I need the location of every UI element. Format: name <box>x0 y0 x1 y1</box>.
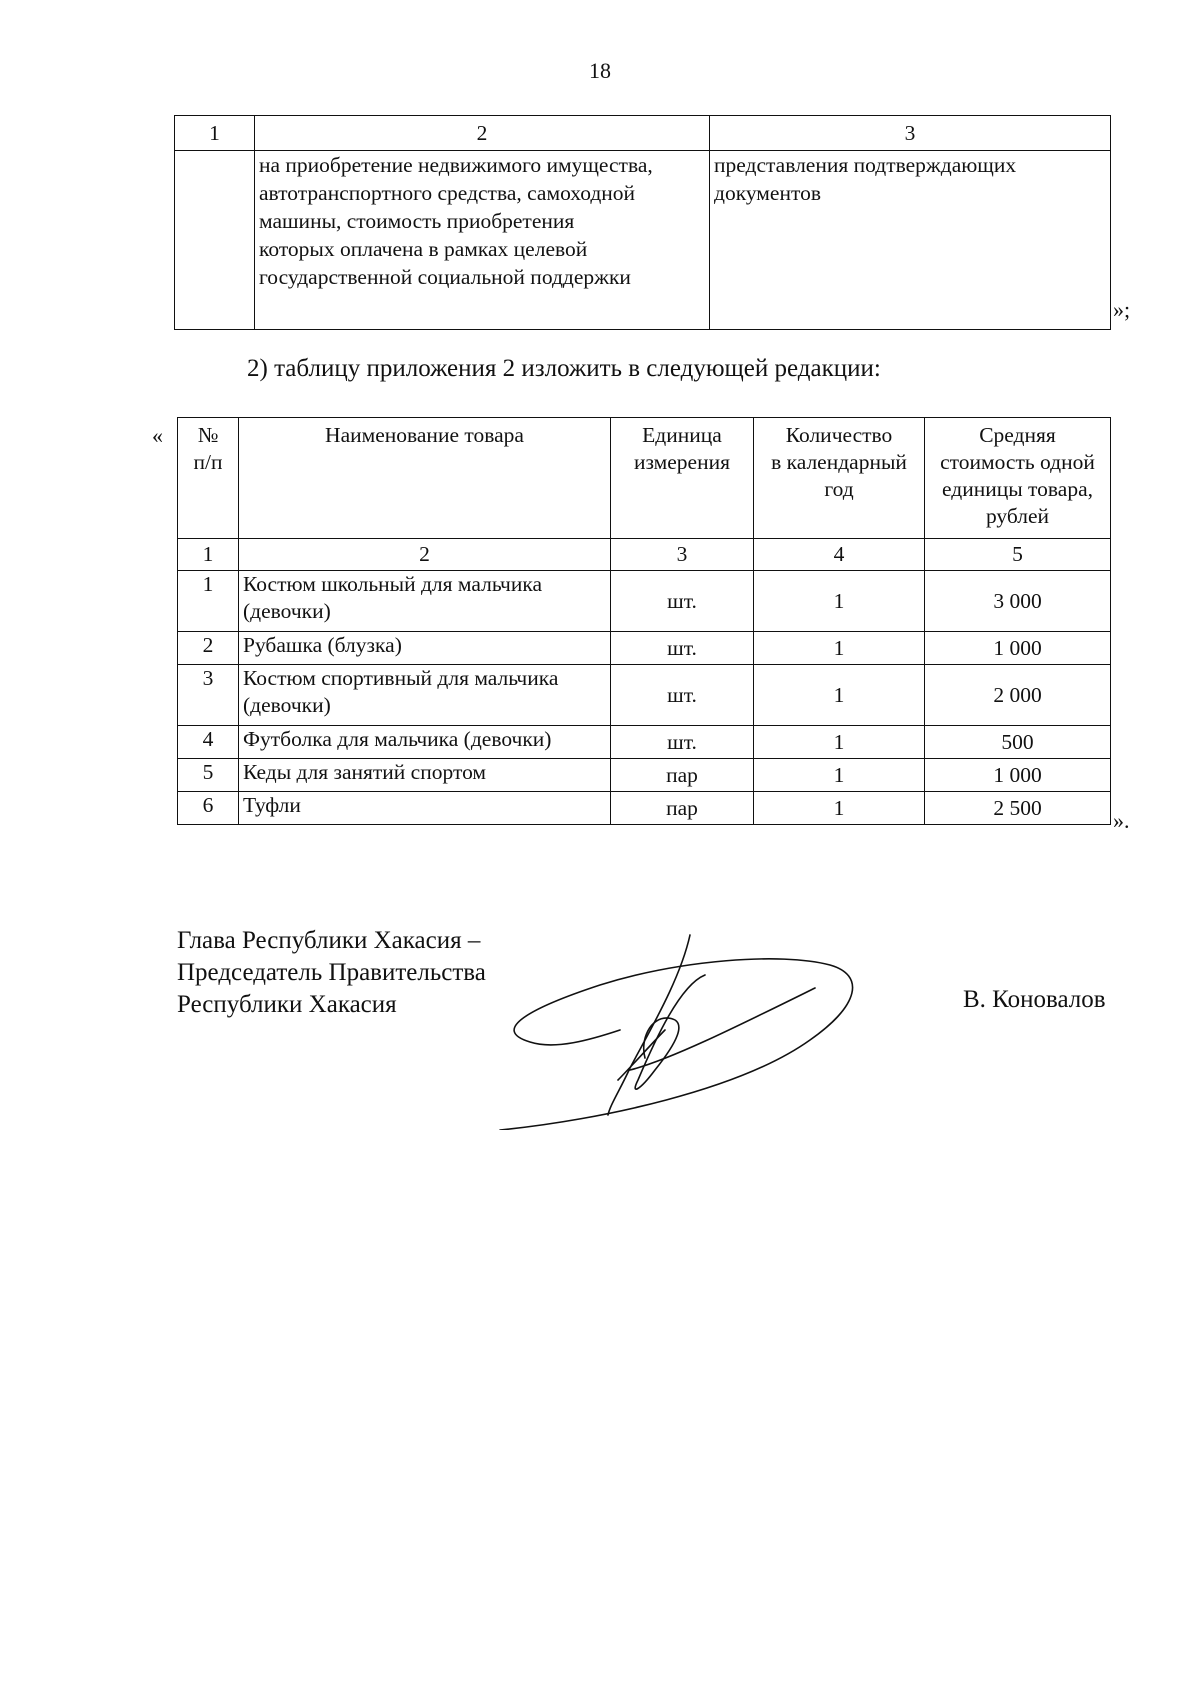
column-number-row <box>178 539 1111 571</box>
text-line: на приобретение недвижимого имущества, <box>259 153 653 177</box>
item-name <box>239 726 611 759</box>
position-line: Республики Хакасия <box>177 991 397 1018</box>
header-line: № <box>197 423 219 447</box>
item-name <box>239 759 611 792</box>
closing-quote: ». <box>1113 808 1130 833</box>
text-line: которых оплачена в рамках целевой <box>259 237 588 261</box>
header-cell: 2 <box>255 116 710 151</box>
header-cell-number <box>178 418 239 539</box>
row-number: 6 <box>178 792 239 825</box>
column-number: 3 <box>611 539 754 571</box>
header-line: год <box>824 477 854 501</box>
header-cell: 1 <box>175 116 255 151</box>
opening-quote: « <box>152 423 163 448</box>
item-name-line: (девочки) <box>243 693 331 717</box>
item-name-line: Кеды для занятий спортом <box>243 760 487 784</box>
item-name <box>239 665 611 726</box>
item-name-line: Костюм спортивный для мальчика <box>243 666 559 690</box>
item-name-line: Туфли <box>243 793 301 817</box>
item-quantity: 1 <box>754 571 925 632</box>
item-price: 2 000 <box>925 665 1111 726</box>
header-line: стоимость одной <box>940 450 1095 474</box>
column-number: 5 <box>925 539 1111 571</box>
row-number: 1 <box>178 571 239 632</box>
header-cell-unit <box>611 418 754 539</box>
item-name-line: Рубашка (блузка) <box>243 633 402 657</box>
header-line: единицы товара, <box>942 477 1093 501</box>
signer-name: В. Коновалов <box>963 986 1106 1013</box>
item-unit: пар <box>611 792 754 825</box>
instruction-paragraph: 2) таблицу приложения 2 изложить в следующей редакции: <box>247 355 881 382</box>
position-line: Председатель Правительства <box>177 959 486 986</box>
item-unit: шт. <box>611 632 754 665</box>
signer-position <box>177 925 486 1021</box>
continuation-table <box>174 115 1111 330</box>
item-quantity: 1 <box>754 632 925 665</box>
item-name-line: Костюм школьный для мальчика <box>243 572 542 596</box>
header-line: п/п <box>193 450 223 474</box>
goods-table <box>177 417 1111 825</box>
item-price: 500 <box>925 726 1111 759</box>
row-number-cell <box>175 151 255 330</box>
text-line: государственной социальной поддержки <box>259 265 631 289</box>
header-cell-quantity <box>754 418 925 539</box>
item-name <box>239 632 611 665</box>
item-name-line: (девочки) <box>243 599 331 623</box>
table-header-row <box>178 418 1111 539</box>
row-number: 3 <box>178 665 239 726</box>
row-number: 2 <box>178 632 239 665</box>
row-number: 4 <box>178 726 239 759</box>
page-number: 18 <box>589 58 611 83</box>
header-line: рублей <box>985 504 1050 528</box>
item-quantity: 1 <box>754 665 925 726</box>
column-number: 4 <box>754 539 925 571</box>
item-unit: шт. <box>611 726 754 759</box>
position-line: Глава Республики Хакасия – <box>177 927 481 954</box>
header-cell-name <box>239 418 611 539</box>
header-line: в календарный <box>771 450 907 474</box>
table-row <box>178 632 1111 665</box>
table-row <box>178 665 1111 726</box>
item-name <box>239 571 611 632</box>
header-line: Средняя <box>979 423 1056 447</box>
closing-quote: »; <box>1113 297 1131 322</box>
item-quantity: 1 <box>754 759 925 792</box>
item-price: 1 000 <box>925 632 1111 665</box>
text-line: автотранспортного средства, самоходной <box>259 181 636 205</box>
description-cell <box>255 151 710 330</box>
text-line: представления подтверждающих <box>714 153 1017 177</box>
item-unit: шт. <box>611 571 754 632</box>
header-line: измерения <box>633 450 731 474</box>
item-price: 3 000 <box>925 571 1111 632</box>
table-row <box>178 792 1111 825</box>
header-cell: 3 <box>710 116 1111 151</box>
table-row <box>178 726 1111 759</box>
item-unit: пар <box>611 759 754 792</box>
column-number: 2 <box>239 539 611 571</box>
text-line: документов <box>714 181 821 205</box>
item-name-line: Футболка для мальчика (девочки) <box>243 727 552 751</box>
text-line: машины, стоимость приобретения <box>259 209 575 233</box>
header-line: Единица <box>642 423 722 447</box>
column-number: 1 <box>178 539 239 571</box>
table-row <box>175 151 1111 330</box>
header-cell-price <box>925 418 1111 539</box>
table-row <box>178 759 1111 792</box>
row-number: 5 <box>178 759 239 792</box>
item-price: 2 500 <box>925 792 1111 825</box>
item-name <box>239 792 611 825</box>
header-line: Количество <box>785 423 893 447</box>
table-header-row <box>175 116 1111 151</box>
item-price: 1 000 <box>925 759 1111 792</box>
handwritten-signature <box>480 890 920 1130</box>
header-line: Наименование товара <box>325 423 524 447</box>
item-quantity: 1 <box>754 792 925 825</box>
table-row <box>178 571 1111 632</box>
item-quantity: 1 <box>754 726 925 759</box>
item-unit: шт. <box>611 665 754 726</box>
document-cell <box>710 151 1111 330</box>
